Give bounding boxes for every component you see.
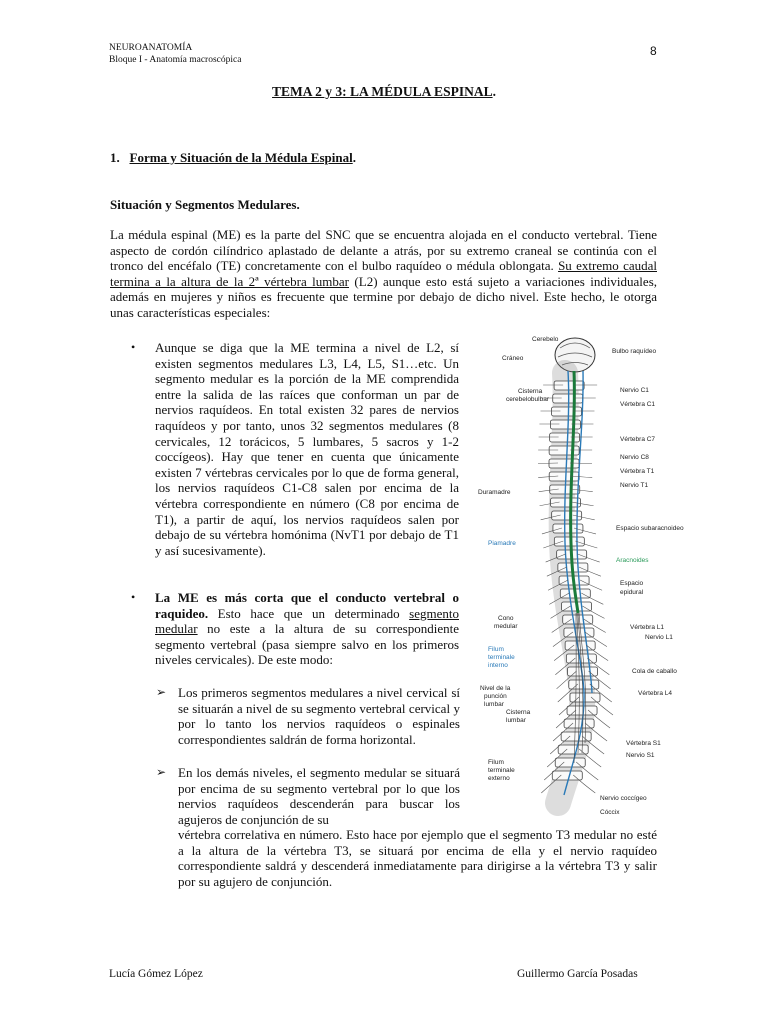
header-block: Bloque I - Anatomía macroscópica (109, 55, 242, 65)
figure-label: Nervio coccígeo (600, 795, 647, 802)
figure-label: Bulbo raquídeo (612, 348, 657, 355)
vertebra-shape (554, 537, 584, 546)
subbullet-item-1: Los primeros segmentos medulares a nivel cervical sí se situarán a nivel de su segmento vertebral cervical y por lo tanto los nervios raquídeos o espinales correspondientes saldrán de forma horizontal. (178, 685, 460, 747)
figure-label: Nervio C8 (620, 454, 649, 461)
bullet-2-text-b: no este a la altura de su correspondiente segmento vertebral (pasa siempre salvo en los primeros niveles cervicales). De este modo: (155, 621, 459, 668)
figure-label: Vértebra L1 (630, 624, 664, 631)
figure-label: Piamadre (488, 540, 516, 547)
figure-label: Vértebra L4 (638, 690, 672, 697)
figure-label: interno (488, 662, 508, 669)
figure-label: Cisterna (506, 709, 531, 716)
figure-label: cerebelobulbar (506, 396, 550, 403)
figure-label: Cráneo (502, 355, 524, 362)
figure-label: Aracnoides (616, 557, 649, 564)
vertebra-shape (549, 459, 579, 468)
figure-label: lumbar (484, 701, 504, 708)
bullet-2-text-a: Esto hace que un determinado (208, 605, 410, 621)
figure-label: Cóccix (600, 809, 620, 816)
figure-label: Vértebra C1 (620, 401, 656, 408)
figure-label: epidural (620, 589, 644, 596)
figure-label: lumbar (506, 717, 526, 724)
figure-label: Espacio (620, 580, 644, 587)
spine-drawing (538, 338, 613, 803)
section-heading: 1. Forma y Situación de la Médula Espinal. (110, 150, 356, 165)
bullet-2-underlined: segmento medular (155, 605, 459, 637)
figure-labels-left (478, 336, 559, 782)
section-number: 1. (110, 150, 120, 165)
page-title-text: TEMA 2 y 3: LA MÉDULA ESPINAL (272, 84, 493, 99)
figure-label: Nervio T1 (620, 482, 649, 489)
vertebra-shape (553, 394, 583, 403)
figure-label: Cono (498, 615, 514, 622)
running-header (109, 42, 241, 66)
footer-author-right: Guillermo García Posadas (517, 968, 638, 980)
figure-label: Vértebra S1 (626, 740, 661, 747)
bullet-2-bold: La ME es más corta que el conducto vertebral o raquideo. (155, 590, 459, 621)
subheading: Situación y Segmentos Medulares. (110, 197, 300, 212)
header-subject: NEUROANATOMÍA (109, 43, 193, 53)
figure-label: Espacio subaracnoideo (616, 525, 684, 532)
vertebra-shape (553, 524, 583, 533)
bullet-marker: • (131, 340, 136, 354)
subbullet-item-2-continuation: vértebra correlativa en número. Esto hace por ejemplo que el segmento T3 medular no esté a la altura de la vértebra T3, se situará por encima de ella y el nervio raquídeo correspondiente saldrá y descenderá inmediatamente para dirigirse a la vértebra T3 y salir por su agujero de conjunción. (178, 827, 657, 889)
figure-label: medular (494, 623, 518, 630)
figure-label: Vértebra C7 (620, 436, 656, 443)
figure-label: Nervio S1 (626, 752, 655, 759)
figure-label: Nervio C1 (620, 387, 649, 394)
figure-label: Cisterna (518, 388, 543, 395)
intro-underlined: Su extremo caudal termina a la altura de la 2ª vértebra lumbar (110, 258, 657, 289)
figure-label: Filum (488, 759, 504, 766)
spinal-cord-figure (470, 333, 684, 818)
page-title: TEMA 2 y 3: LA MÉDULA ESPINAL. (272, 84, 496, 99)
vertebra-shape (550, 420, 580, 429)
bullet-item-1: Aunque se diga que la ME termina a nivel de L2, sí existen segmentos medulares L3, L4, L5, S1…etc. Un segmento medular es la porción de la ME comprendida entre la salida de las raíces que conforman un par de nervios raquídeos. En total existen 32 pares de nervios raquídeos y por tanto, unos 32 segmentos medulares (8 cervicales, 12 torácicos, 5 lumbares, 5 sacros y 1-2 coccígeos). Hay que tener en cuenta que únicamente existen 7 vértebras cervicales por lo que de forma general, los nervios raquídeos C1-C8 salen por encima de la vértebra correspondiente en número (C8 por encima de T1), a partir de aquí, los nervios raquídeos salen por debajo de su vértebra homónima (NvT1 por debajo de T1 y así sucesivamente). (155, 340, 459, 558)
section-heading-text: Forma y Situación de la Médula Espinal (129, 150, 353, 165)
figure-label: Vértebra T1 (620, 468, 655, 475)
figure-label: punción (484, 693, 507, 700)
intro-paragraph (110, 227, 657, 321)
figure-label: terminale (488, 654, 515, 661)
figure-label: Cola de caballo (632, 668, 677, 675)
figure-label: Nervio L1 (645, 634, 673, 641)
figure-label: Duramadre (478, 489, 511, 496)
figure-label: Filum (488, 646, 504, 653)
intro-part1: La médula espinal (ME) es la parte del SNC que se encuentra alojada en el conducto vertebral. Tiene aspecto de cordón cilíndrico aplastado de delante a atrás, por su extremo craneal se continúa con el tronco del encéfalo (TE) concretamente con el bulbo raquídeo o médula oblongata. (110, 227, 657, 274)
vertebra-shape (563, 615, 593, 624)
arrow-bullet-icon: ➢ (156, 685, 167, 699)
bullet-marker: • (131, 590, 136, 604)
figure-label: Cerebelo (532, 336, 559, 343)
bullet-item-2 (155, 590, 459, 668)
figure-label: externo (488, 775, 510, 782)
figure-labels-right (600, 348, 684, 816)
footer-author-left: Lucía Gómez López (109, 968, 203, 980)
page-number: 8 (650, 44, 657, 58)
subbullet-item-2: En los demás niveles, el segmento medular se situará por encima de su segmento vertebral por lo que los nervios raquídeos descenderán para buscar los agujeros de conjunción de su (178, 765, 460, 827)
arrow-bullet-icon: ➢ (156, 765, 167, 779)
vertebra-shape (549, 446, 579, 455)
intro-part2: (L2) aunque esto está sujeto a variaciones individuales, además en mujeres y niños es frecuente que termine por debajo de dicho nivel. Este hecho, le otorga unas características especiales: (110, 273, 658, 320)
vertebra-shape (550, 433, 580, 442)
figure-label: terminale (488, 767, 515, 774)
figure-label: Nivel de la (480, 685, 511, 692)
vertebra-shape (551, 407, 581, 416)
